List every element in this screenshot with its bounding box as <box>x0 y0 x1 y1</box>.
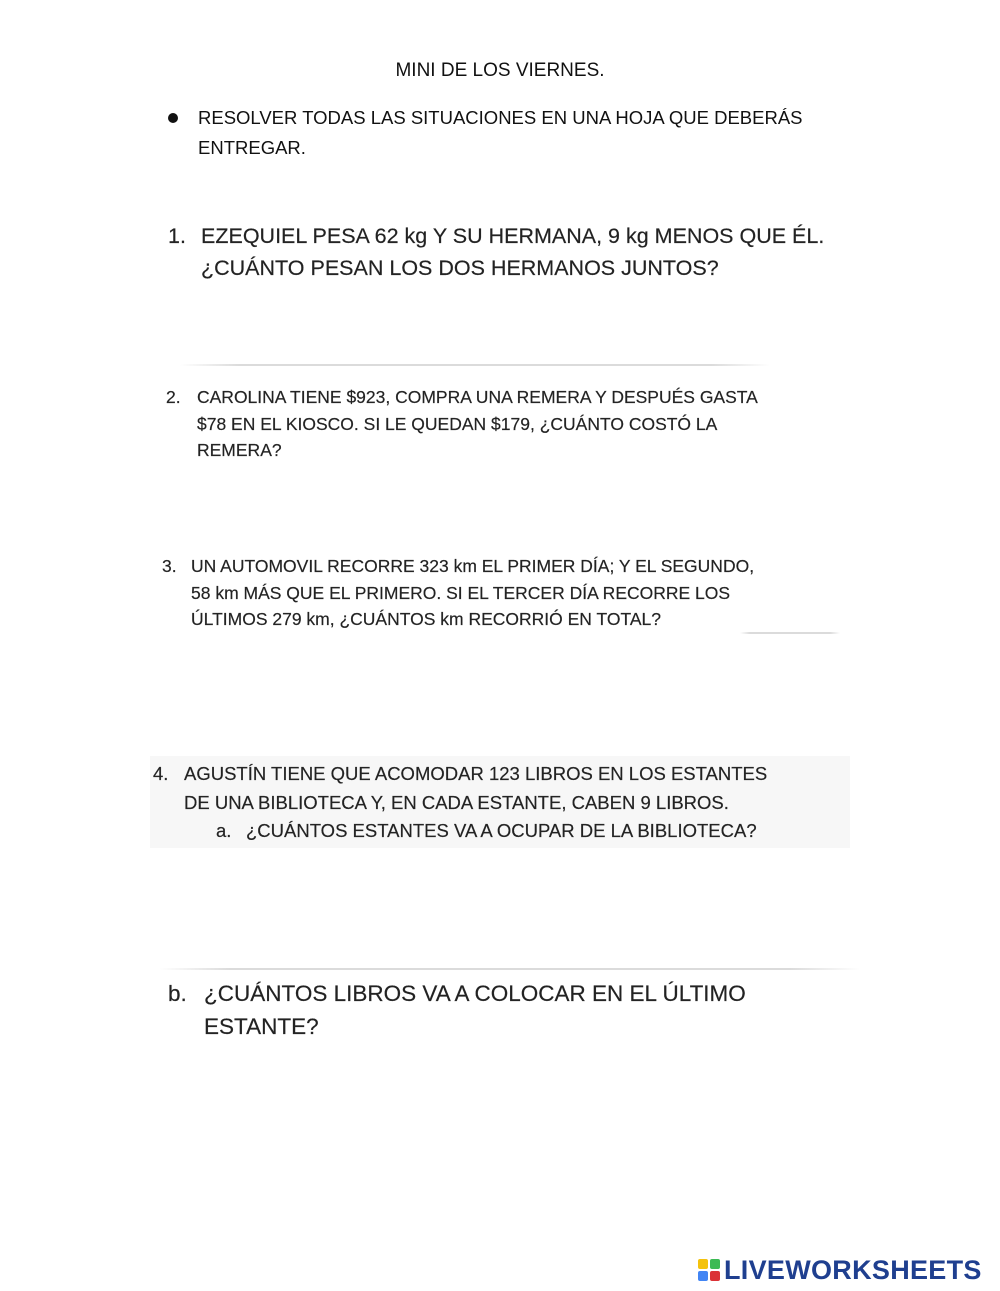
logo-text: LIVEWORKSHEETS <box>724 1254 982 1285</box>
problem-line: DE UNA BIBLIOTECA Y, EN CADA ESTANTE, CABEN 9 LIBROS. <box>184 791 729 813</box>
bullet-icon <box>168 113 178 123</box>
problem-line: EZEQUIEL PESA 62 kg Y SU HERMANA, 9 kg MENOS QUE ÉL. <box>201 224 825 248</box>
sub-question-label: b. <box>168 981 187 1006</box>
divider <box>160 968 860 970</box>
problem-number: 4. <box>153 763 169 784</box>
problem-line: UN AUTOMOVIL RECORRE 323 km EL PRIMER DÍA; Y EL SEGUNDO, <box>191 556 755 576</box>
page-title: MINI DE LOS VIERNES. <box>395 60 605 81</box>
logo-square <box>698 1259 708 1269</box>
problem-line: ¿CUÁNTO PESAN LOS DOS HERMANOS JUNTOS? <box>201 256 719 280</box>
problem-number: 1. <box>168 224 186 248</box>
logo-square <box>698 1271 708 1281</box>
divider <box>180 364 770 366</box>
sub-question-label: a. <box>216 820 232 841</box>
problem-line: REMERA? <box>197 440 282 460</box>
problem-line: ESTANTE? <box>204 1014 319 1039</box>
logo-mark-icon <box>698 1259 720 1281</box>
logo-square <box>710 1271 720 1281</box>
logo-square <box>710 1259 720 1269</box>
problem-number: 3. <box>162 556 177 576</box>
problem-line: 58 km MÁS QUE EL PRIMERO. SI EL TERCER DÍA RECORRE LOS <box>191 582 731 603</box>
problem-line: AGUSTÍN TIENE QUE ACOMODAR 123 LIBROS EN LOS ESTANTES <box>184 763 768 784</box>
problem-line: ¿CUÁNTOS LIBROS VA A COLOCAR EN EL ÚLTIMO <box>204 981 746 1006</box>
problem-number: 2. <box>166 387 181 407</box>
problem-line: ÚLTIMOS 279 km, ¿CUÁNTOS km RECORRIÓ EN TOTAL? <box>191 609 661 629</box>
liveworksheets-logo <box>698 1254 982 1286</box>
sub-question-text: ¿CUÁNTOS ESTANTES VA A OCUPAR DE LA BIBLIOTECA? <box>246 820 757 841</box>
problem-line: $78 EN EL KIOSCO. SI LE QUEDAN $179, ¿CUÁNTO COSTÓ LA <box>197 413 718 434</box>
problem-line: CAROLINA TIENE $923, COMPRA UNA REMERA Y DESPUÉS GASTA <box>197 387 758 407</box>
instruction-text: RESOLVER TODAS LAS SITUACIONES EN UNA HOJA QUE DEBERÁS ENTREGAR. <box>198 107 803 158</box>
divider <box>740 632 840 634</box>
